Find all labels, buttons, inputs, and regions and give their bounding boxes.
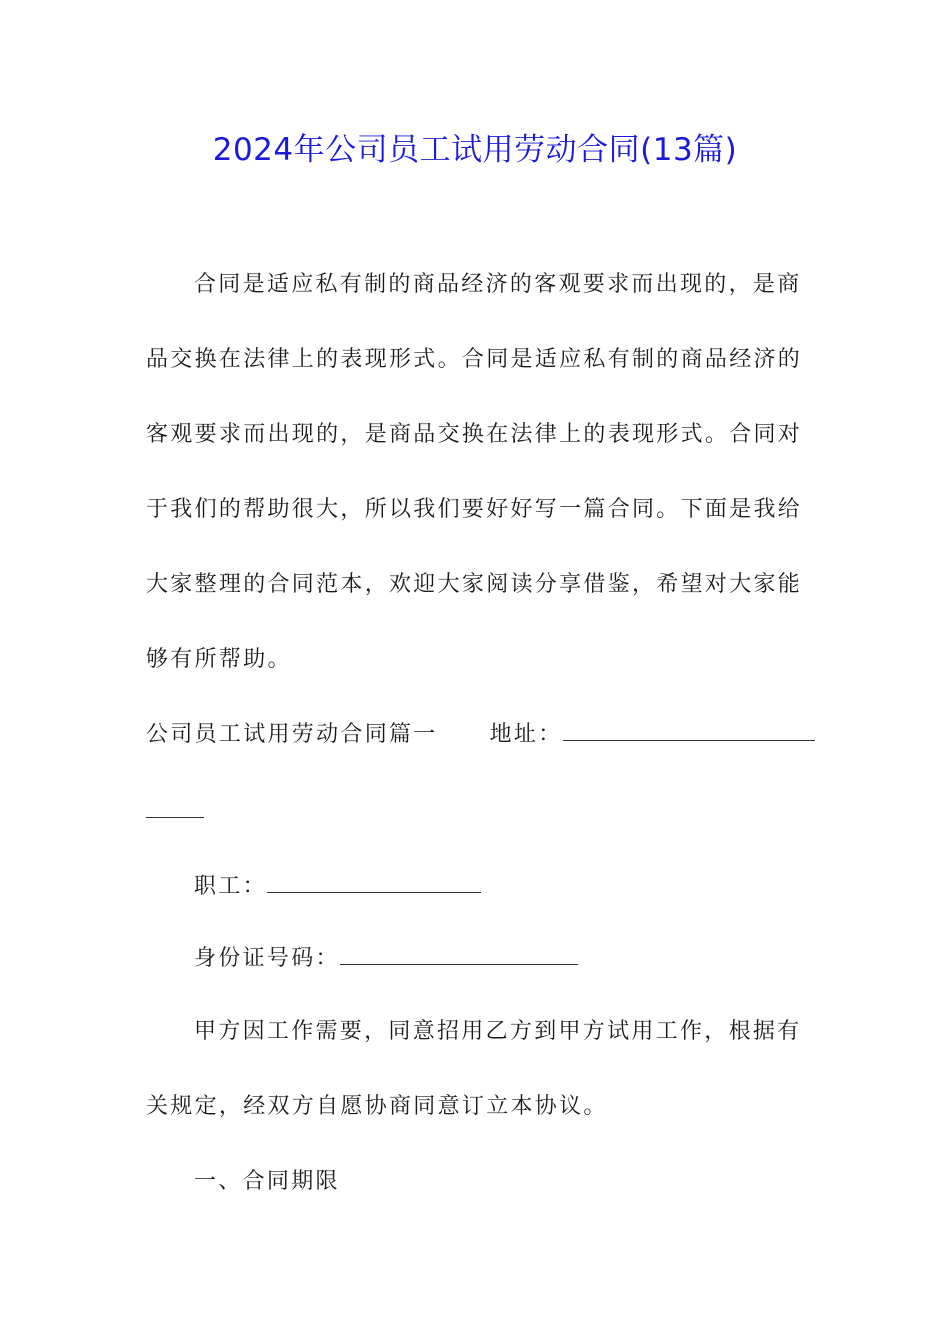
- agreement-line-2: 关规定，经双方自愿协商同意订立本协议。: [146, 1094, 608, 1119]
- document-title: 2024年公司员工试用劳动合同(13篇): [212, 132, 738, 168]
- id-number-row: [194, 942, 578, 974]
- id-number-blank: [340, 942, 578, 965]
- agreement-line-1: 甲方因工作需要，同意招用乙方到甲方试用工作，根据有: [194, 1019, 802, 1044]
- clause-heading: 一、合同期限: [194, 1169, 340, 1194]
- intro-line-5: 大家整理的合同范本，欢迎大家阅读分享借鉴，希望对大家能: [146, 572, 803, 597]
- intro-line-2: 品交换在法律上的表现形式。合同是适应私有制的商品经济的: [146, 347, 803, 372]
- address-label: 地址：: [489, 722, 563, 747]
- section-heading: 公司员工试用劳动合同篇一: [146, 722, 438, 747]
- worker-blank: [267, 870, 481, 893]
- intro-line-6: 够有所帮助。: [146, 647, 292, 672]
- intro-line-4: 于我们的帮助很大，所以我们要好好写一篇合同。下面是我给: [146, 497, 803, 522]
- intro-line-3: 客观要求而出现的，是商品交换在法律上的表现形式。合同对: [146, 422, 803, 447]
- address-blank-continuation-row: [146, 795, 204, 827]
- intro-line-1: 合同是适应私有制的商品经济的客观要求而出现的，是商: [194, 272, 802, 297]
- address-blank-continuation: [146, 795, 204, 818]
- id-number-label: 身份证号码：: [194, 946, 340, 971]
- worker-label: 职工：: [194, 874, 267, 899]
- worker-row: [194, 870, 481, 902]
- section-heading-row: [146, 718, 815, 750]
- address-blank: [563, 718, 815, 741]
